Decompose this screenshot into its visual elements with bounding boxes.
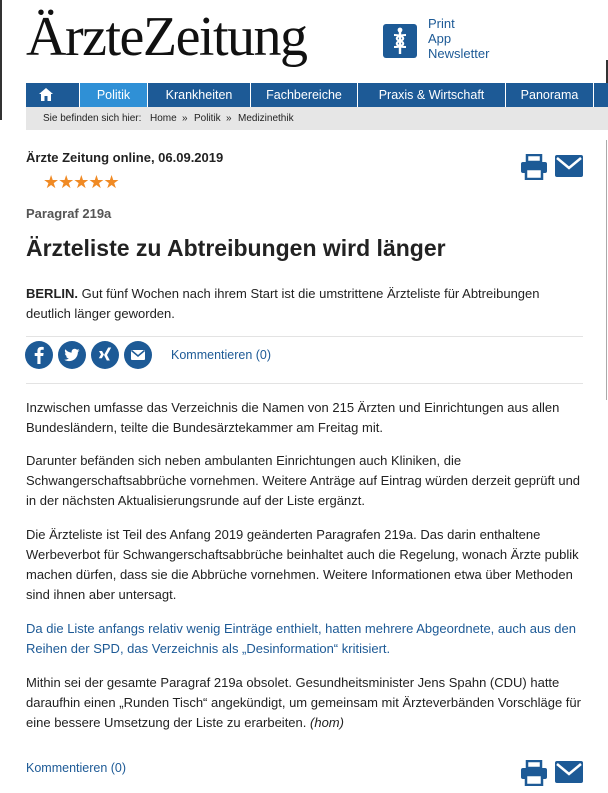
article-dateline: Ärzte Zeitung online, 06.09.2019 — [26, 150, 224, 165]
mail-icon[interactable] — [554, 154, 584, 178]
article-kicker: Paragraf 219a — [26, 206, 112, 221]
comments-link-bottom[interactable]: Kommentieren (0) — [26, 761, 127, 775]
article-paragraph-highlight: Da die Liste anfangs relativ wenig Einträge enthielt, hatten mehrere Abgeordnete, auch aus den Reihen der SPD, das Verzeichnis als „Desinformation“ kritisiert. — [26, 621, 576, 656]
breadcrumb — [26, 107, 608, 130]
newsletter-link[interactable]: Newsletter — [428, 46, 490, 61]
divider — [26, 336, 583, 337]
print-link[interactable]: Print — [428, 16, 455, 31]
article-paragraph — [26, 673, 583, 733]
article-paragraph: Darunter befänden sich neben ambulanten Einrichtungen auch Kliniken, die Schwangerschaftsabbrüche vornehmen. Weitere Anträge auf Eintrag würden derzeit geprüft und in der nächsten Aktualisierungsrunde auf der Liste ergänzt. — [26, 453, 581, 508]
nav-home[interactable] — [26, 83, 66, 107]
email-share-button[interactable] — [124, 341, 152, 369]
site-header — [0, 0, 608, 82]
xing-share-button[interactable] — [91, 341, 119, 369]
paragraph-text: Mithin sei der gesamte Paragraf 219a obsolet. Gesundheitsminister Jens Spahn (CDU) hatte daraufhin einen „Runden Tisch“ angekündigt, um gemeinsam mit Ärzteverbänden Vorschläge für eine bessere Umsetzung der Liste zu erarbeiten. — [26, 675, 581, 730]
nav-politik[interactable]: Politik — [79, 83, 147, 107]
twitter-share-button[interactable] — [58, 341, 86, 369]
print-icon[interactable] — [520, 154, 548, 180]
breadcrumb-politik[interactable]: Politik — [194, 113, 221, 124]
comments-link[interactable]: Kommentieren (0) — [171, 348, 272, 362]
article-lead — [26, 284, 581, 324]
nav-fachbereiche[interactable]: Fachbereiche — [250, 83, 357, 107]
twitter-icon — [58, 341, 86, 369]
lead-place: BERLIN. — [26, 286, 78, 301]
app-link[interactable]: App — [428, 31, 452, 46]
breadcrumb-separator: » — [226, 113, 232, 124]
print-icon[interactable] — [520, 760, 548, 786]
caduceus-icon — [383, 24, 417, 58]
facebook-icon — [25, 341, 53, 369]
article-paragraph: Inzwischen umfasse das Verzeichnis die Namen von 215 Ärzten und Einrichtungen aus allen Bundesländern, teilte die Bundesärztekammer am Freitag mit. — [26, 400, 560, 435]
breadcrumb-separator: » — [182, 113, 188, 124]
mail-icon[interactable] — [554, 760, 584, 784]
author-tag: (hom) — [310, 715, 344, 730]
article-headline: Ärzteliste zu Abtreibungen wird länger — [26, 235, 446, 261]
nav-praxis-wirtschaft[interactable]: Praxis & Wirtschaft — [357, 83, 505, 107]
site-logo[interactable]: ÄrzteZeitung — [26, 6, 307, 68]
nav-krankheiten[interactable]: Krankheiten — [147, 83, 250, 107]
divider — [26, 383, 583, 384]
envelope-icon — [124, 341, 152, 369]
main-nav — [26, 83, 608, 107]
facebook-share-button[interactable] — [25, 341, 53, 369]
breadcrumb-home[interactable]: Home — [150, 113, 177, 124]
frame-line-left — [0, 0, 2, 120]
home-icon — [39, 88, 53, 101]
header-links — [428, 16, 489, 61]
breadcrumb-medizinethik[interactable]: Medizinethik — [238, 113, 294, 124]
frame-line-right-lower — [606, 140, 607, 400]
lead-text: Gut fünf Wochen nach ihrem Start ist die umstrittene Ärzteliste für Abtreibungen deutlich länger geworden. — [26, 286, 540, 321]
nav-panorama[interactable]: Panorama — [505, 83, 593, 107]
nav-more[interactable] — [593, 83, 608, 107]
article-paragraph: Die Ärzteliste ist Teil des Anfang 2019 geänderten Paragrafen 219a. Das darin enthaltene Werbeverbot für Schwangerschaftsabbrüche beinhaltet auch die Regelung, wonach Ärzte publik machen dürfen, dass sie die Abbrüche vornehmen. Weitere Informationen etwa über Methoden sind ihnen aber untersagt. — [26, 527, 579, 602]
rating-stars[interactable]: ★★★★★ — [43, 172, 119, 192]
xing-icon — [91, 341, 119, 369]
breadcrumb-prefix: Sie befinden sich hier: — [43, 113, 142, 124]
